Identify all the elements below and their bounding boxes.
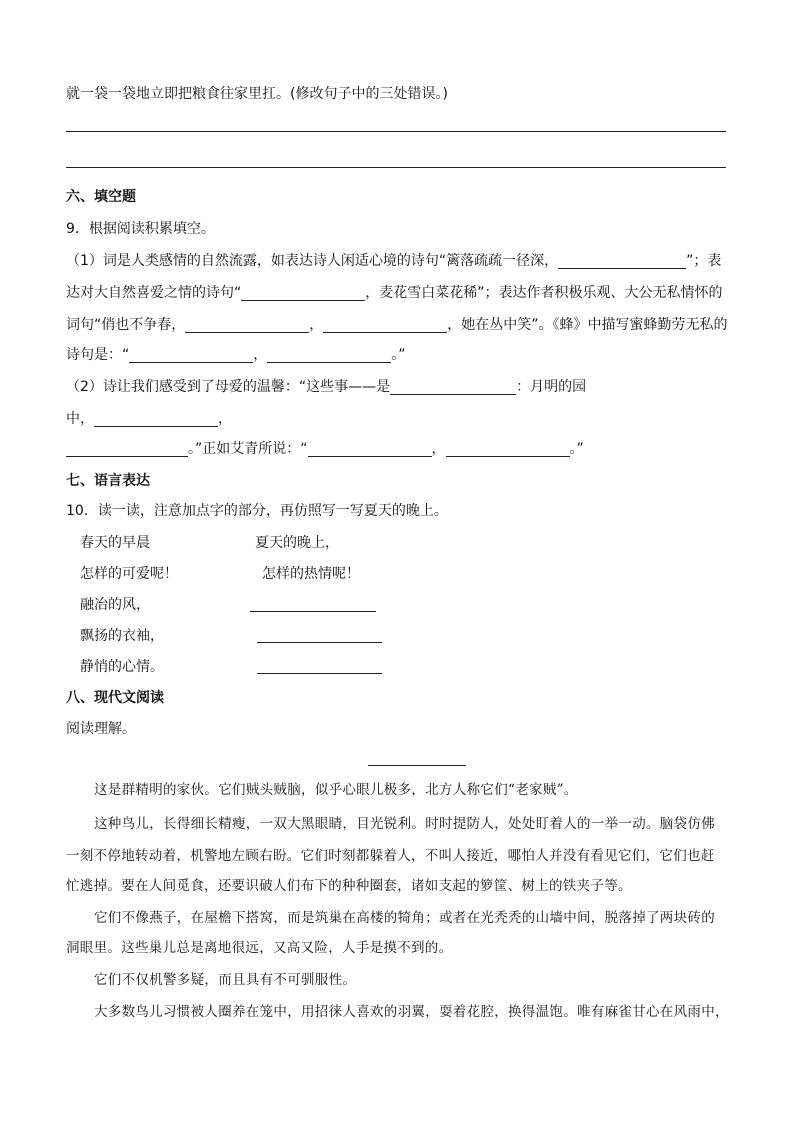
title-blank[interactable]: [368, 765, 466, 766]
fill-line: [66, 439, 584, 459]
section-heading: 六、填空题: [66, 189, 136, 205]
fill-line: [66, 377, 586, 397]
fill-blank[interactable]: [66, 440, 188, 457]
fill-blank[interactable]: [308, 440, 432, 457]
poem-left-line: 静悄的心情。: [80, 659, 164, 675]
text: 。”: [569, 441, 584, 457]
text: ，: [253, 347, 268, 363]
fill-blank[interactable]: [241, 284, 365, 301]
poem-left-line: 春天的早晨: [80, 535, 150, 551]
fill-blank[interactable]: [390, 378, 516, 395]
poem-left-line: 怎样的可爱呢！: [80, 566, 178, 582]
fill-blank[interactable]: [185, 316, 309, 333]
fill-blank[interactable]: [267, 346, 391, 363]
question-title: 10．读一读，注意加点字的部分，再仿照写一写夏天的晚上。: [66, 503, 448, 519]
text: ，她在丛中笑”。《蜂》中描写蜜蜂勤劳无私的: [447, 317, 728, 333]
text: ：月明的园: [516, 379, 587, 395]
fill-line: [66, 315, 728, 335]
text: ，麦花雪白菜花稀”；表达作者积极乐观、大公无私情怀的: [365, 285, 723, 301]
question-title: 9．根据阅读积累填空。: [66, 221, 215, 237]
text: ，: [218, 411, 232, 427]
article-line: 忙逃掉。要在人间觅食，还要识破人们布下的种种圈套，诸如支起的箩筐、树上的铁夹子等。: [66, 878, 632, 894]
text: 达对大自然喜爱之情的诗句“: [66, 285, 242, 301]
question-text: 就一袋一袋地立即把粮食往家里扛。(修改句子中的三处错误。): [66, 86, 448, 102]
text: 。”: [391, 347, 406, 363]
text: ，: [431, 441, 446, 457]
fill-blank[interactable]: [129, 346, 253, 363]
poem-right-line: 怎样的热情呢！: [262, 566, 360, 582]
poem-left-line: 飘扬的衣袖，: [80, 628, 164, 644]
text: ”；表: [686, 253, 722, 269]
fill-line: [66, 409, 232, 429]
fill-blank[interactable]: [94, 410, 218, 427]
article-paragraph: 它们不仅机警多疑，而且具有不可驯服性。: [94, 972, 357, 988]
article-line: 洞眼里。这些巢儿总是离地很远，又高又险，人手是摸不到的。: [66, 940, 453, 956]
section-heading: 七、语言表达: [66, 473, 150, 489]
fill-line: [66, 283, 723, 303]
poem-left-line: 融冶的风，: [80, 597, 150, 613]
article-line: 它们不像燕子，在屋檐下搭窝，而是筑巢在高楼的犄角；或者在光秃秃的山墙中间，脱落掉了两块砖的: [94, 910, 715, 926]
answer-line[interactable]: [257, 673, 382, 674]
answer-line[interactable]: [257, 642, 382, 643]
fill-line: [66, 345, 406, 365]
fill-line: [66, 251, 721, 271]
answer-line[interactable]: [66, 131, 726, 132]
article-line: 大多数鸟儿习惯被人圈养在笼中，用招徕人喜欢的羽翼，耍着花腔，换得温饱。唯有麻雀甘心在风雨中，: [94, 1004, 729, 1020]
reading-intro: 阅读理解。: [66, 721, 136, 737]
text: ，: [309, 317, 324, 333]
article-line: 一刻不停地转动着，机警地左顾右盼。它们时刻都躲着人，不叫人接近，哪怕人并没有看见它们，它们也赶: [66, 848, 715, 864]
section-heading: 八、现代文阅读: [66, 690, 164, 706]
article-paragraph: 这是群精明的家伙。它们贼头贼脑，似乎心眼儿极多，北方人称它们“老家贼”。: [94, 782, 578, 798]
text: （1）词是人类感情的自然流露，如表达诗人闲适心境的诗句“篱落疏疏一径深，: [66, 253, 559, 269]
article-line: 这种鸟儿，长得细长精瘦，一双大黑眼睛，目光锐利。时时提防人，处处盯着人的一举一动。脑袋仿佛: [94, 816, 715, 832]
poem-right-line: 夏天的晚上，: [255, 535, 339, 551]
text: 诗句是：“: [66, 347, 130, 363]
text: 词句“俏也不争春，: [66, 317, 186, 333]
fill-blank[interactable]: [446, 440, 570, 457]
text: （2）诗让我们感受到了母爱的温馨：“这些事——是: [66, 379, 391, 395]
fill-blank[interactable]: [558, 252, 686, 269]
fill-blank[interactable]: [323, 316, 447, 333]
text: 。”正如艾青所说：“: [188, 441, 308, 457]
text: 中，: [66, 411, 94, 427]
answer-line[interactable]: [66, 167, 726, 168]
answer-line[interactable]: [250, 611, 376, 612]
